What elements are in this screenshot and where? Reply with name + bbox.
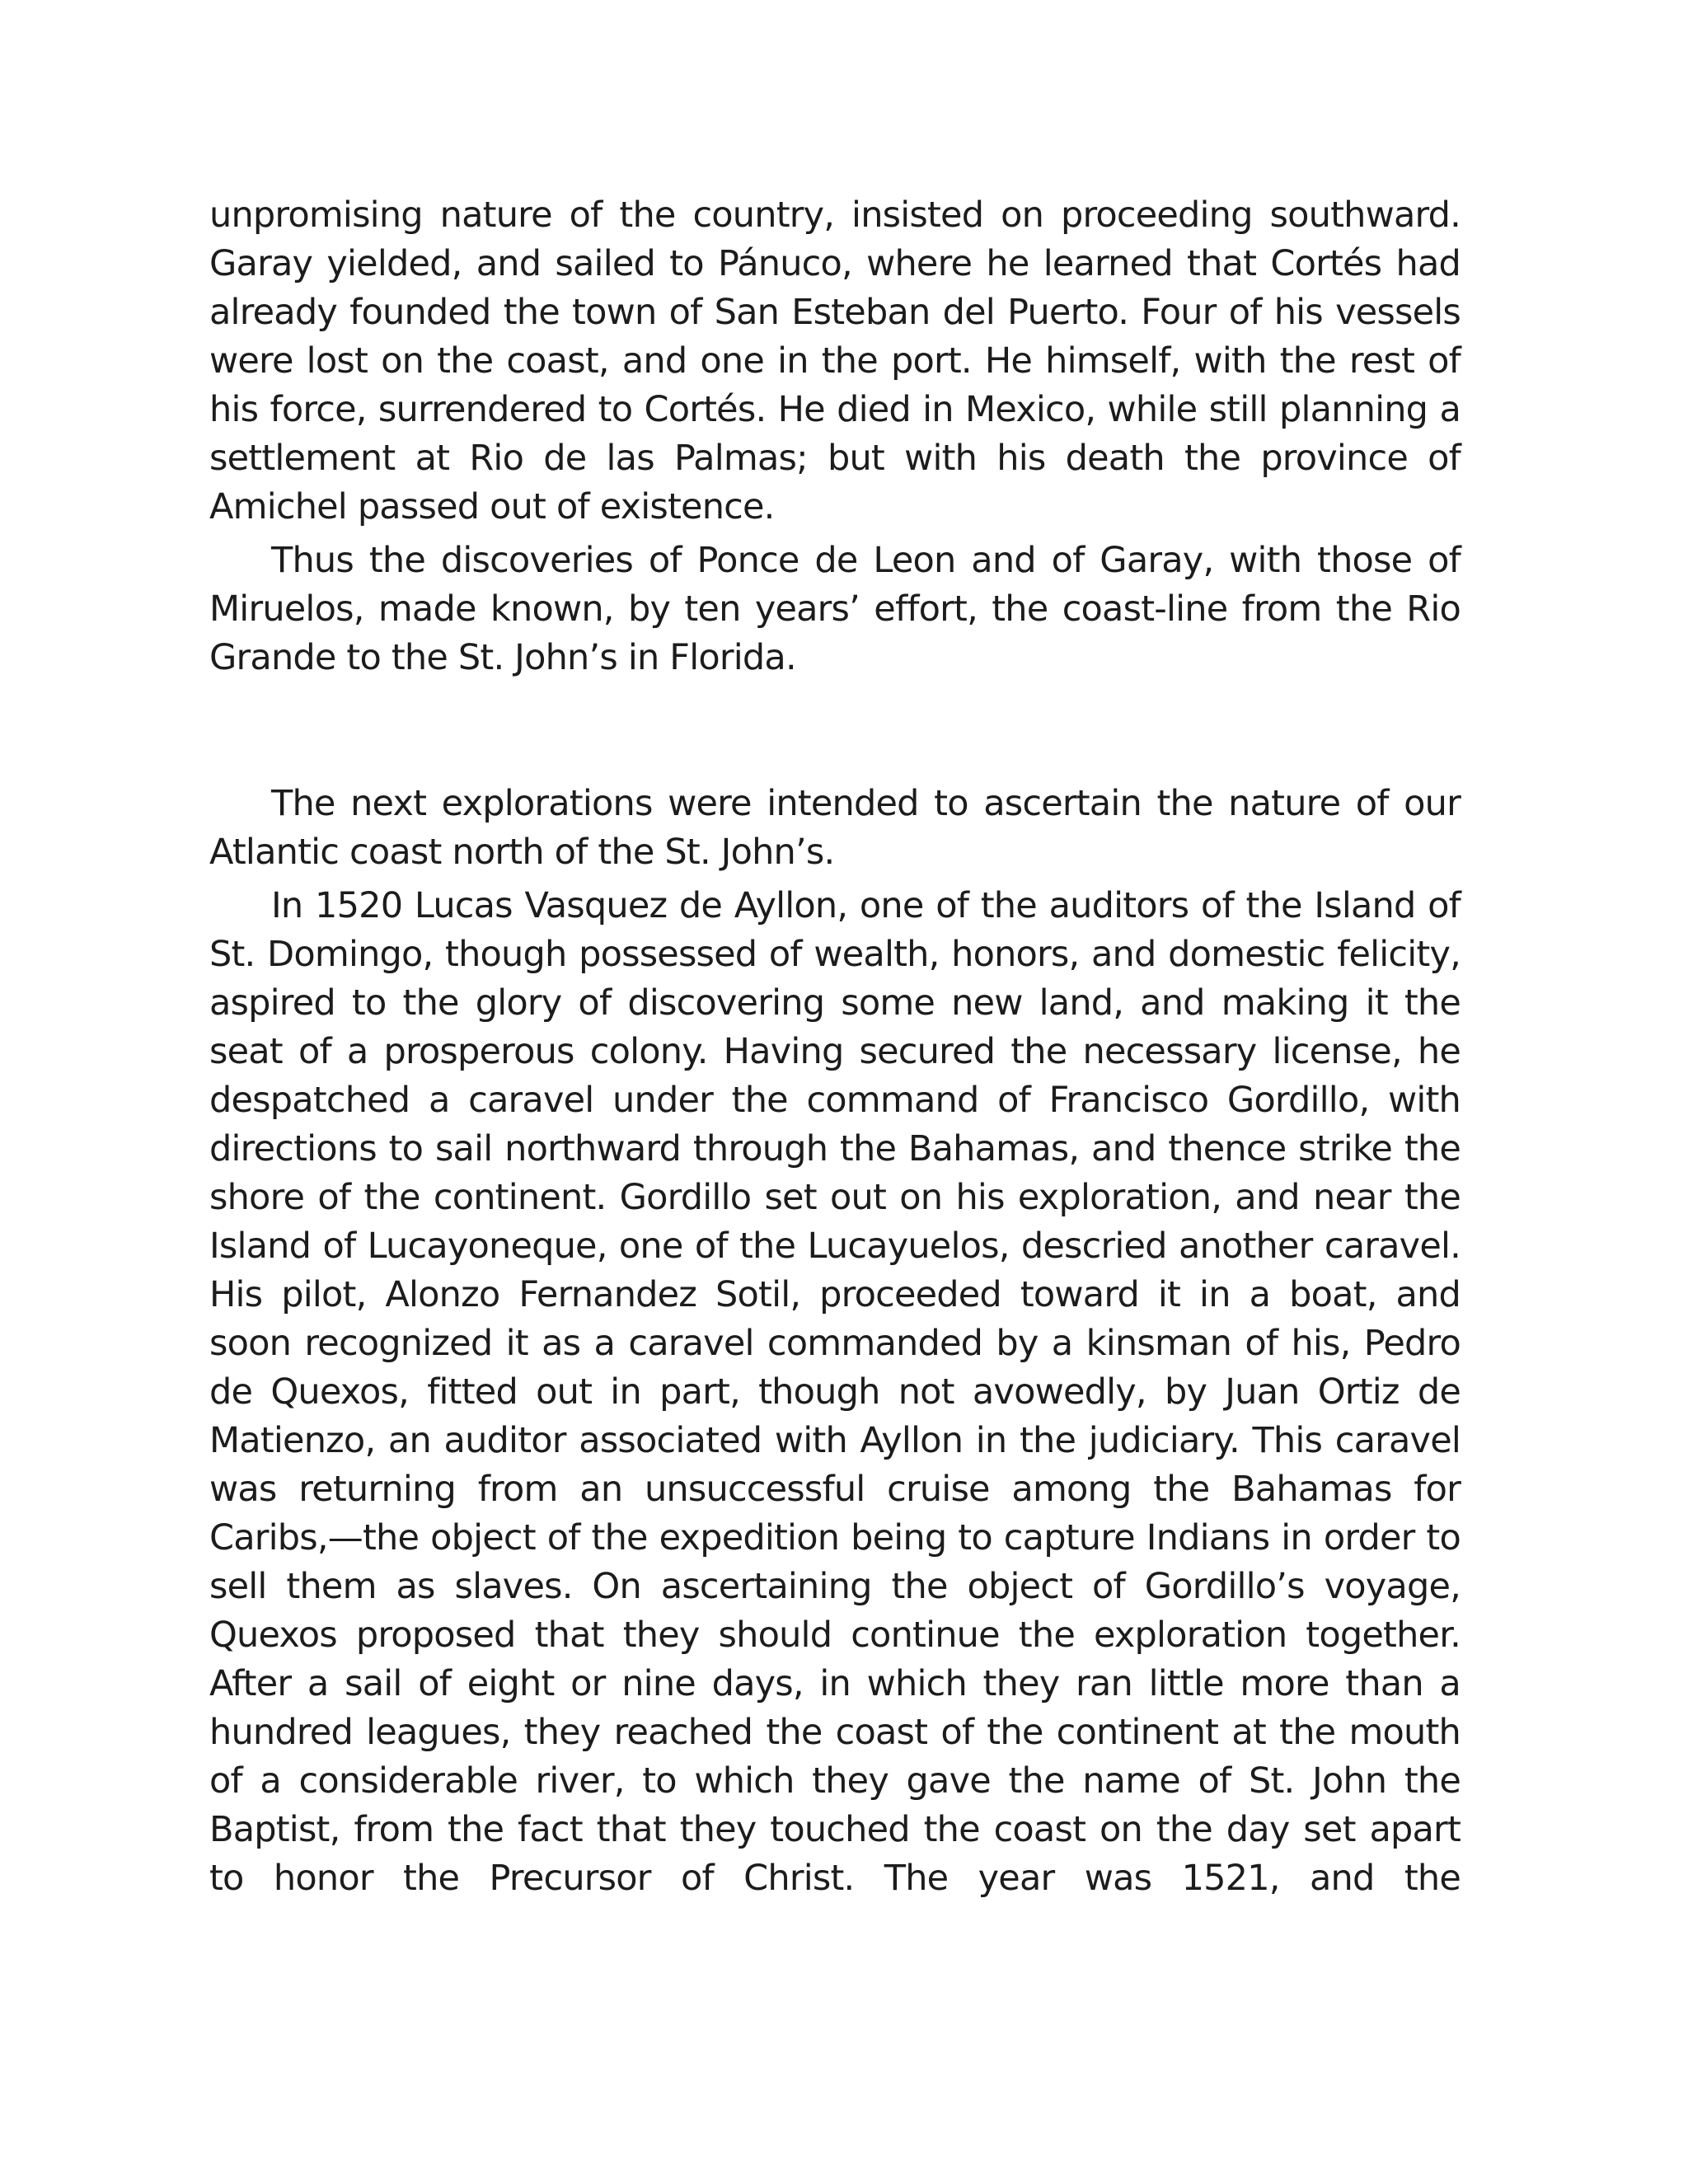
paragraph-discoveries-summary: Thus the discoveries of Ponce de Leon and of Garay, with those of Miruelos, made known, by ten years’ effort, the coast-line from the Rio Grande to the St. John’s in Florida. (209, 540, 1461, 678)
section-break (209, 682, 1461, 780)
paragraph-ayllon-expedition: In 1520 Lucas Vasquez de Ayllon, one of the auditors of the Island of St. Domingo, though possessed of wealth, honors, and domestic felicity, aspired to the glory of discovering some new land, and making it the seat of a prosperous colony. Having secured the necessary license, he despatched a caravel under the command of Francisco Gordillo, with directions to sail northward through the Bahamas, and thence strike the shore of the continent. Gordillo set out on his exploration, and near the Island of Lucayoneque, one of the Lucayuelos, descried another caravel. His pilot, Alonzo Fernandez Sotil, proceeded toward it in a boat, and soon recognized it as a caravel commanded by a kinsman of his, Pedro de Quexos, fitted out in part, though not avowedly, by Juan Ortiz de Matienzo, an auditor associated with Ayllon in the judiciary. This caravel was returning from an unsuccessful cruise among the Bahamas for Caribs,—the object of the expedition being to capture Indians in order to sell them as slaves. On ascertaining the object of Gordillo’s voyage, Quexos proposed that they should continue the exploration together. After a sail of eight or nine days, in which they ran little more than a hundred leagues, they reached the coast of the continent at the mouth of a considerable river, to which they gave the name of St. John the Baptist, from the fact that they touched the coast on the day set apart to honor the Precursor of Christ. The year was 1521, and the (209, 885, 1461, 1899)
document-page (209, 191, 1461, 2004)
paragraph-next-explorations: The next explorations were intended to ascertain the nature of our Atlantic coast north of the St. John’s. (209, 783, 1461, 873)
paragraph-garay-end: unpromising nature of the country, insisted on proceeding southward. Garay yielded, and sailed to Pánuco, where he learned that Cortés had already founded the town of San Esteban del Puerto. Four of his vessels were lost on the coast, and one in the port. He himself, with the rest of his force, surrendered to Cortés. He died in Mexico, while still planning a settlement at Rio de las Palmas; but with his death the province of Amichel passed out of existence. (209, 194, 1461, 527)
